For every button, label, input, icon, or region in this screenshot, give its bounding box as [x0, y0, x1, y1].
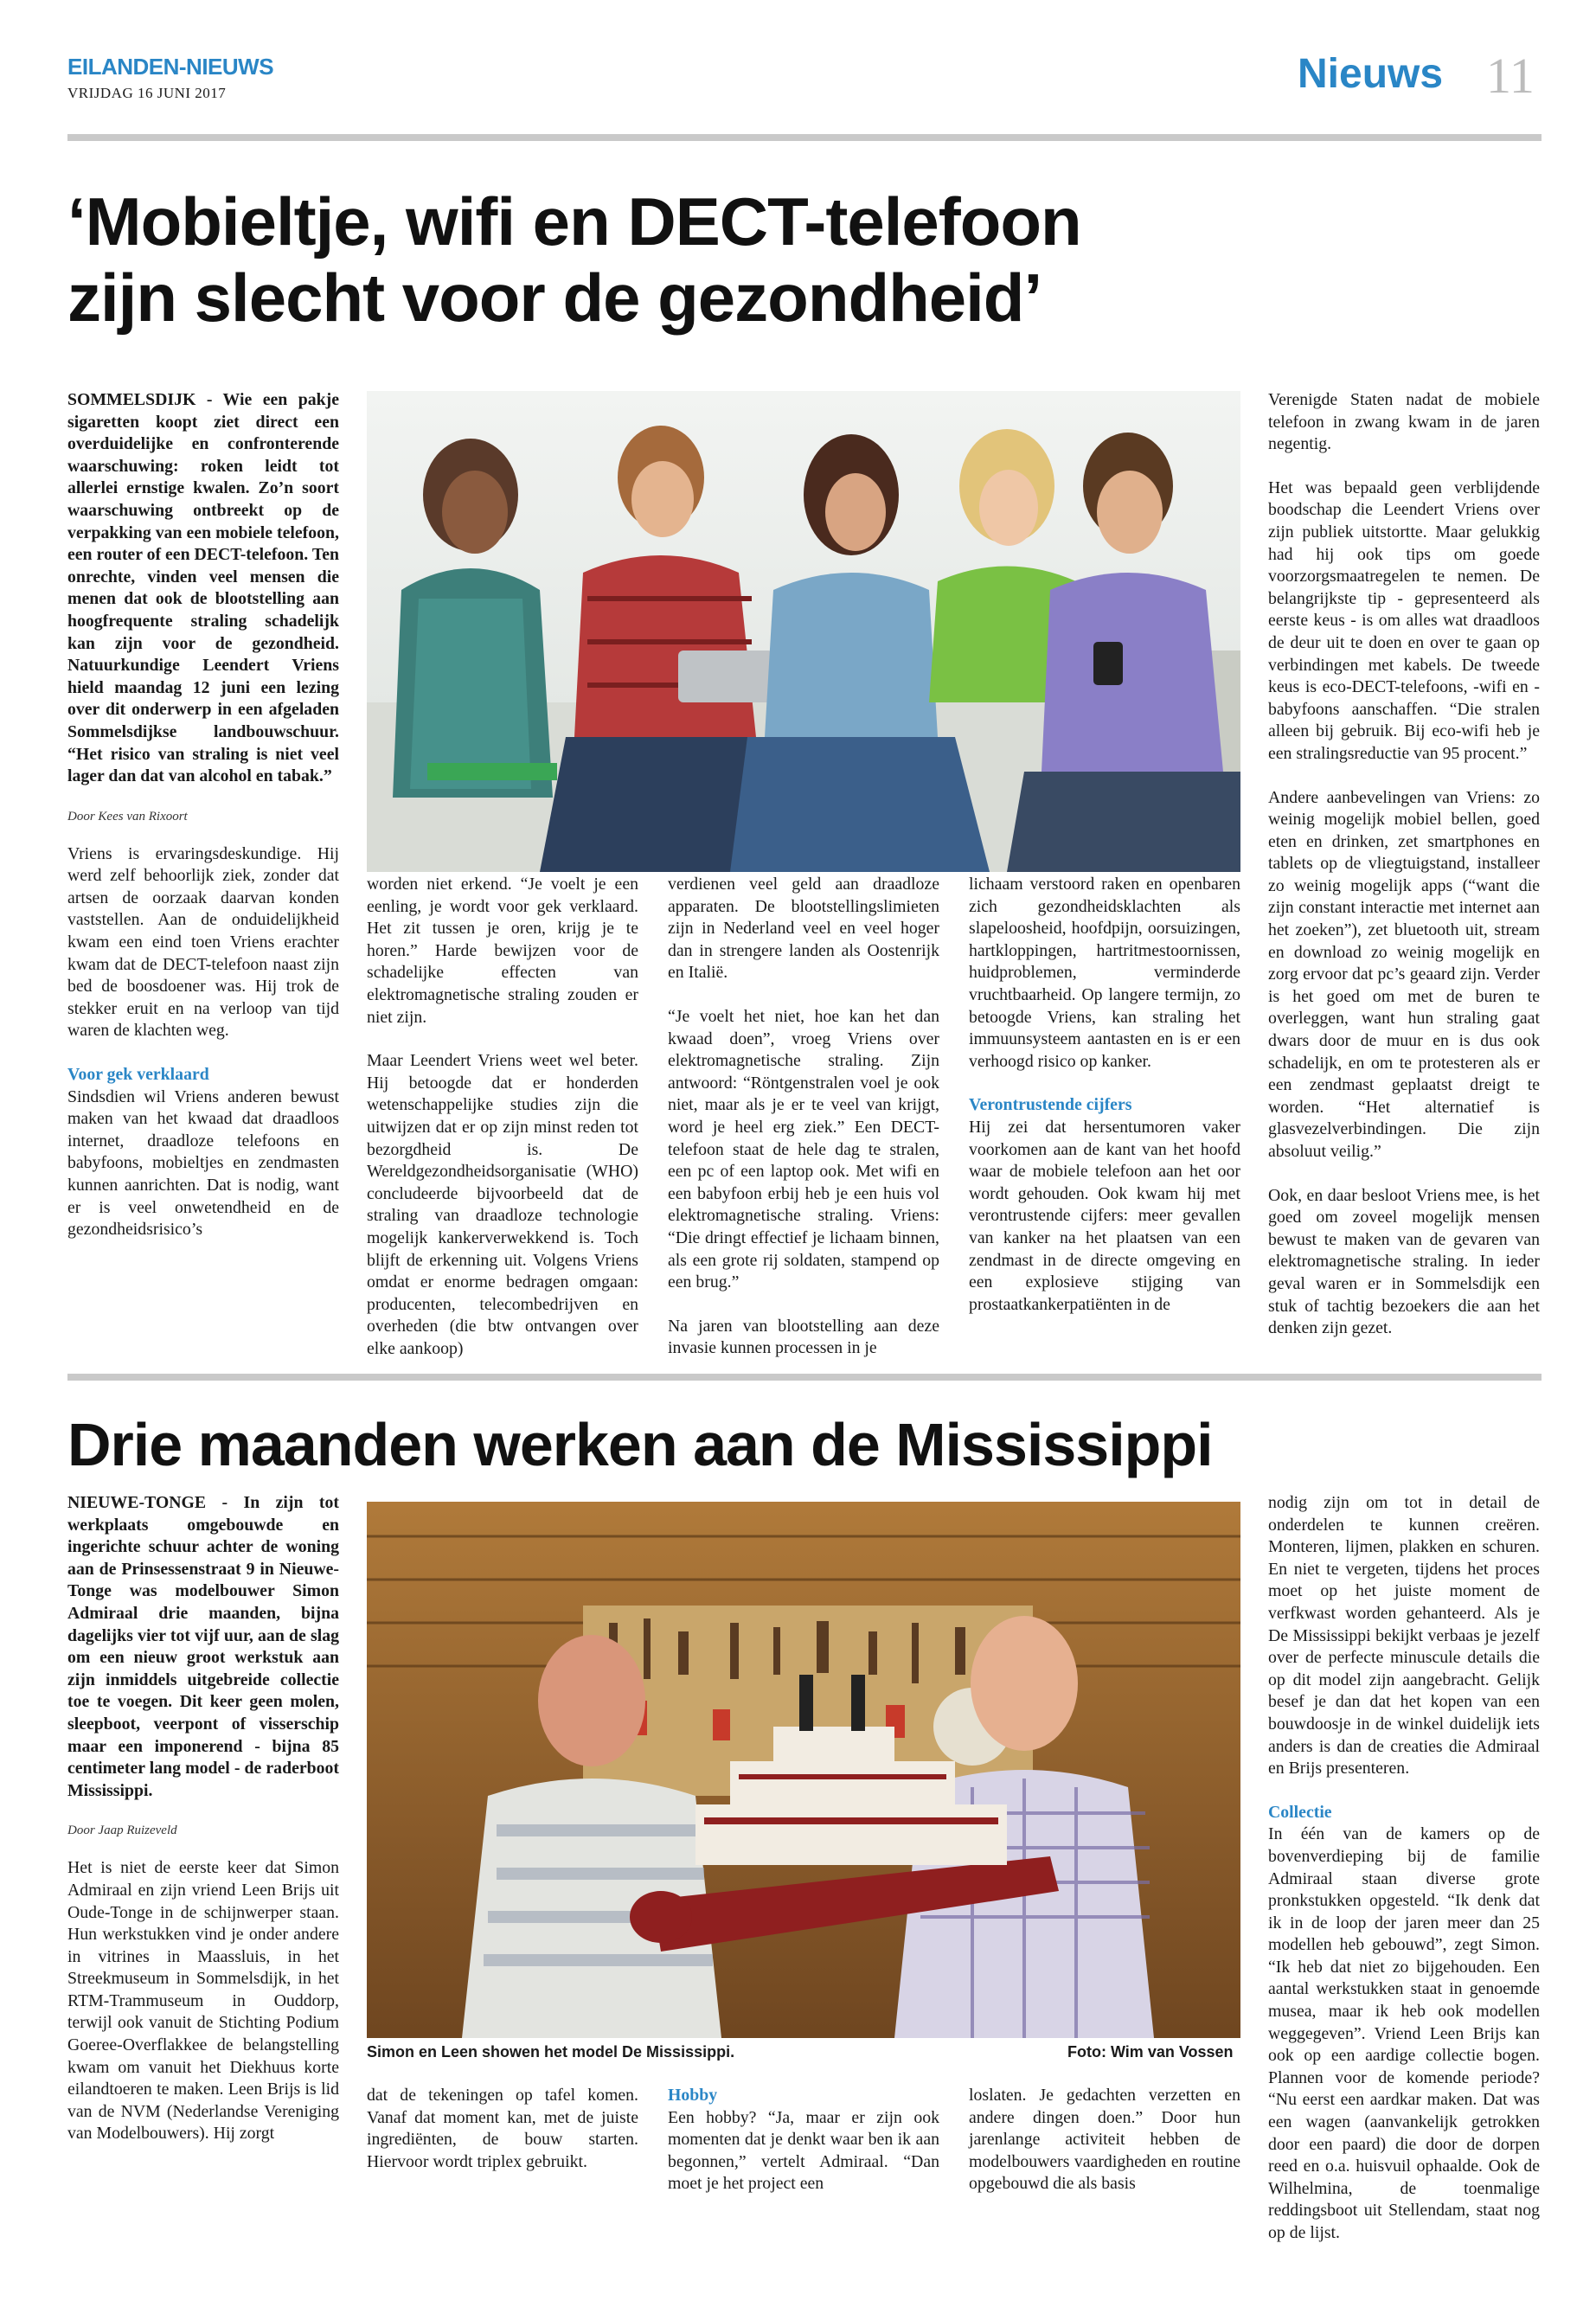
article1-column-2 [367, 874, 638, 1360]
article2-paragraph: loslaten. Je gedachten verzetten en andere dingen doen.” Door hun jarenlange activiteit hebben de modelbouwers vaardigheden en routine opgebouwd die als basis [969, 2086, 1240, 2194]
article1-paragraph: Na jaren van blootstelling aan deze invasie kunnen processen in je [668, 1316, 939, 1358]
article1-paragraph: Ook, en daar besloot Vriens mee, is het goed om zoveel mogelijk mensen bewust te maken van de gevaren van elektromagnetische straling. In ieder geval waren er in Sommelsdijk een stuk of tachtig bezoekers die aan het denken zijn gezet. [1268, 1185, 1540, 1338]
publication-date: VRIJDAG 16 JUNI 2017 [67, 85, 227, 101]
article1-paragraph: worden niet erkend. “Je voelt je een eenling, je wordt voor gek verklaard. Het zit tussen je oren, krijg je te horen.” Harde bewijzen voor de schadelijke effecten van elektromagnetische straling zouden er niet zijn. [367, 875, 638, 1027]
article1-paragraph: lichaam verstoord raken en openbaren zich gezondheidsklachten als slapeloosheid, hoofdpijn, oorsuizingen, hartkloppingen, hartritmestoornissen, huidproblemen, verminderde vruchtbaarheid. Op langere termijn, zo betoogde Vriens, kan straling het immuunsysteem aantasten en is er een verhoogd risico op kanker. [969, 875, 1240, 1071]
article1-paragraph: Maar Leendert Vriens weet wel beter. Hij betoogde dat er honderden wetenschappelijke studies zijn die uitwijzen dat er op zijn minst reden tot bezorgdheid is. De Wereldgezondheidsorganisatie (WHO) concludeerde bijvoorbeeld dat de straling van draadloze technologie mogelijk kankerverwekkend is. Toch blijft de erkenning uit. Volgens Vriens omdat er enorme bedragen omgaan: producenten, telecombedrijven en overheden (die btw ontvangen over elke aankoop) [367, 1051, 638, 1358]
masthead-logo: EILANDEN-NIEUWS [67, 54, 274, 80]
article1-paragraph: Verenigde Staten nadat de mobiele telefoon in zwang kwam in de jaren negentig. [1268, 390, 1540, 454]
article1-headline-line1: ‘Mobieltje, wifi en DECT-telefoon [67, 183, 1081, 260]
article2-column-5 [1268, 1492, 1540, 2245]
article1-lead: SOMMELSDIJK - Wie een pakje sigaretten koopt ziet direct een overduidelijke en confronterende waarschuwing: roken leidt tot allerlei ernstige kwalen. Zo’n soort waarschuwing ontbreekt op de verpakking van een mobiele telefoon, een router of een DECT-telefoon. Ten onrechte, vinden veel mensen die menen dat ook de blootstelling aan hoogfrequente straling schadelijk kan zijn voor de gezondheid. Natuurkundige Leendert Vriens hield maandag 12 juni een lezing over dit onderwerp in een afgeladen Sommelsdijkse landbouwschuur. “Het risico van straling is niet veel lager dan dat van alcohol en tabak.” [67, 390, 339, 786]
article2-subheading: Collectie [1268, 1802, 1332, 1822]
article1-paragraph: verdienen veel geld aan draadloze apparaten. De blootstellingslimieten zijn in Nederland veel en veel hoger dan in strengere landen als Oostenrijk en Italië. [668, 875, 939, 983]
photo-caption: Simon en Leen showen het model De Mississippi. [367, 2043, 735, 2061]
article1-column-4 [969, 874, 1240, 1316]
article1-paragraph: “Je voelt het niet, hoe kan het dan kwaad doen”, vroeg Vriens over elektromagnetische straling. Zijn antwoord: “Röntgenstralen voel je ook niet, maar als je er te veel van krijgt, word je heel erg ziek.” Een DECT-telefoon staat de hele dag te stralen, een pc of een laptop ook. Met wifi en een babyfoon erbij heb je een huis vol elektromagnetische straling. Vriens: “Die dringt effectief je lichaam binnen, als een grote rij soldaten, stampend op een brug.” [668, 1006, 939, 1292]
article1-column-3 [668, 874, 939, 1360]
teens-with-phones-illustration [367, 391, 1240, 872]
article1-byline: Door Kees van Rixoort [67, 809, 188, 824]
article1-headline [67, 183, 1081, 336]
model-builders-illustration [367, 1502, 1240, 2038]
photo-credit: Foto: Wim van Vossen [1067, 2043, 1234, 2061]
article2-byline: Door Jaap Ruizeveld [67, 1823, 177, 1838]
article2-photo [367, 1502, 1240, 2038]
article1-subheading: Voor gek verklaard [67, 1065, 209, 1085]
article1-headline-line2: zijn slecht voor de gezondheid’ [67, 260, 1042, 336]
article2-paragraph: Het is niet de eerste keer dat Simon Admiraal en zijn vriend Leen Brijs uit Oude-Tonge in de schijnwerper staan. Hun werkstukken vind je onder andere in vitrines in Maassluis, in het Streekmuseum in Sommelsdijk, in het RTM-Trammuseum in Ouddorp, terwijl ook vanuit de Stichting Podium Goeree-Overflakkee de belangstelling kwam om vanuit het Diekhuus korte eilandtoeren te maken. Leen Brijs is lid van de NVM (Nederlandse Vereniging van Modelbouwers). Hij zorgt [67, 1858, 339, 2144]
article1-paragraph: Het was bepaald geen verblijdende boodschap die Leendert Vriens over zijn publiek uitstortte. Maar gelukkig had hij ook tips om goede voorzorgsmaatregelen te nemen. De belangrijkste tip - gepresenteerd als eerste keus - is om alles wat draadloos de deur uit te doen en over te gaan op verbindingen met kabels. De tweede keus is eco-DECT-telefoons, -wifi en - babyfoons aanschaffen. “Die stralen alleen bij gebruik. Bij eco-wifi heb je een stralingsreductie van 95 procent.” [1268, 478, 1540, 763]
article2-column-4 [969, 2085, 1240, 2195]
article1-column-1 [67, 389, 339, 1241]
section-divider [67, 1374, 1542, 1381]
article1-photo [367, 391, 1240, 872]
article1-paragraph: Vriens is ervaringsdeskundige. Hij werd zelf behoorlijk ziek, zonder dat artsen de oorzaak daarvan konden vaststellen. Aan de onduidelijkheid kwam een eind toen Vriens erachter kwam dat de DECT-telefoon naast zijn bed de boosdoener was. Hij trok de stekker eruit en na verloop van tijd waren de klachten weg. [67, 843, 339, 1041]
article2-lead: NIEUWE-TONGE - In zijn tot werkplaats omgebouwde en ingerichte schuur achter de woning aan de Prinsessenstraat 9 in Nieuwe-Tonge was modelbouwer Simon Admiraal drie maanden, bijna dagelijks vier tot vijf uur, aan de slag om een nieuw groot werkstuk aan zijn inmiddels uitgebreide collectie toe te voegen. Dit keer geen molen, sleepboot, veerpont of visserschip maar een imponerend - bijna 85 centimeter lang model - de raderboot Mississippi. [67, 1493, 339, 1800]
article2-paragraph: dat de tekeningen op tafel komen. Vanaf dat moment kan, met de juiste ingrediënten, de bouw starten. Hiervoor wordt triplex gebruikt. [367, 2086, 638, 2171]
article2-column-3 [668, 2085, 939, 2195]
article1-paragraph: Hij zei dat hersentumoren vaker voorkomen aan de kant van het hoofd waar de mobiele telefoon aan het oor wordt gehouden. Ook kwam hij met verontrustende cijfers: meer gevallen van kanker na het plaatsen van een zendmast in de directe omgeving en een explosieve stijging van prostaatkankerpatiënten in de [969, 1117, 1240, 1314]
article2-column-2 [367, 2085, 638, 2173]
section-title: Nieuws [1298, 51, 1444, 97]
article2-subheading: Hobby [668, 2086, 718, 2105]
page-number: 11 [1486, 48, 1535, 104]
article1-paragraph: Sindsdien wil Vriens anderen bewust maken van het kwaad dat draadloos internet, draadloze telefoons en babyfoons, mobieltjes en zendmasten kunnen aanrichten. Dat is nodig, want er is veel onwetendheid en de gezondheidsrisico’s [67, 1086, 339, 1240]
article1-column-5 [1268, 389, 1540, 1340]
article2-paragraph: In één van de kamers op de bovenverdieping bij de familie Admiraal staan diverse grote pronkstukken opgesteld. “Ik denk dat ik in de loop der jaren meer dan 25 modellen heb gebouwd”, zegt Simon. “Ik heb dat niet zo bijgehouden. Een aantal werkstukken staat in genoemde musea, maar ik heb ook modellen weggegeven”. Vriend Leen Brijs kan ook op een aardige collectie bogen. Plannen voor de komende periode? “Nu eerst een aardkar maken. Dat was een wagen (aanvankelijk getrokken door een paard) die door de dorpen reed en o.a. huisvuil ophaalde. Ook de Wilhelmina, de toenmalige reddingsboot uit Stellendam, staat nog op de lijst. [1268, 1824, 1540, 2242]
article2-headline: Drie maanden werken aan de Mississippi [67, 1411, 1213, 1478]
article1-paragraph: Andere aanbevelingen van Vriens: zo weinig mogelijk mobiel bellen, goed eten en drinken, zet smartphones en tablets op de vliegtuigstand, installeer zo weinig mogelijk apps (“want die zijn constant interactie met internet aan het zoeken”), zet bluetooth uit, stream en download zo weinig mogelijk en zorg ervoor dat pc’s geaard zijn. Verder is het goed om met de buren te overleggen, want hun straling gaat dwars door de muur en is dus ook schadelijk, en om te protesteren als er een zendmast geplaatst dreigt te worden. “Het alternatief is glasvezelverbindingen. Die zijn absoluut veilig.” [1268, 787, 1540, 1161]
article2-paragraph: Een hobby? “Ja, maar er zijn ook momenten dat je denkt waar ben ik aan begonnen,” vertelt Admiraal. “Dan moet je het project een [668, 2107, 939, 2194]
article2-column-1 [67, 1492, 339, 2145]
header-rule [67, 134, 1542, 141]
article1-subheading: Verontrustende cijfers [969, 1095, 1132, 1115]
article2-paragraph: nodig zijn om tot in detail de onderdelen te kunnen creëren. Monteren, lijmen, plakken en schuren. En niet te vergeten, tijdens het proces moet op het juiste moment de verfkwast worden gehanteerd. Als je De Mississippi bekijkt verbaas je jezelf over de perfecte minuscule details die op dit model zijn aangebracht. Gelijk besef je dan dat het kopen van een bouwdoosje in de winkel duidelijk iets anders is dan de creaties die Admiraal en Brijs presenteren. [1268, 1493, 1540, 1779]
